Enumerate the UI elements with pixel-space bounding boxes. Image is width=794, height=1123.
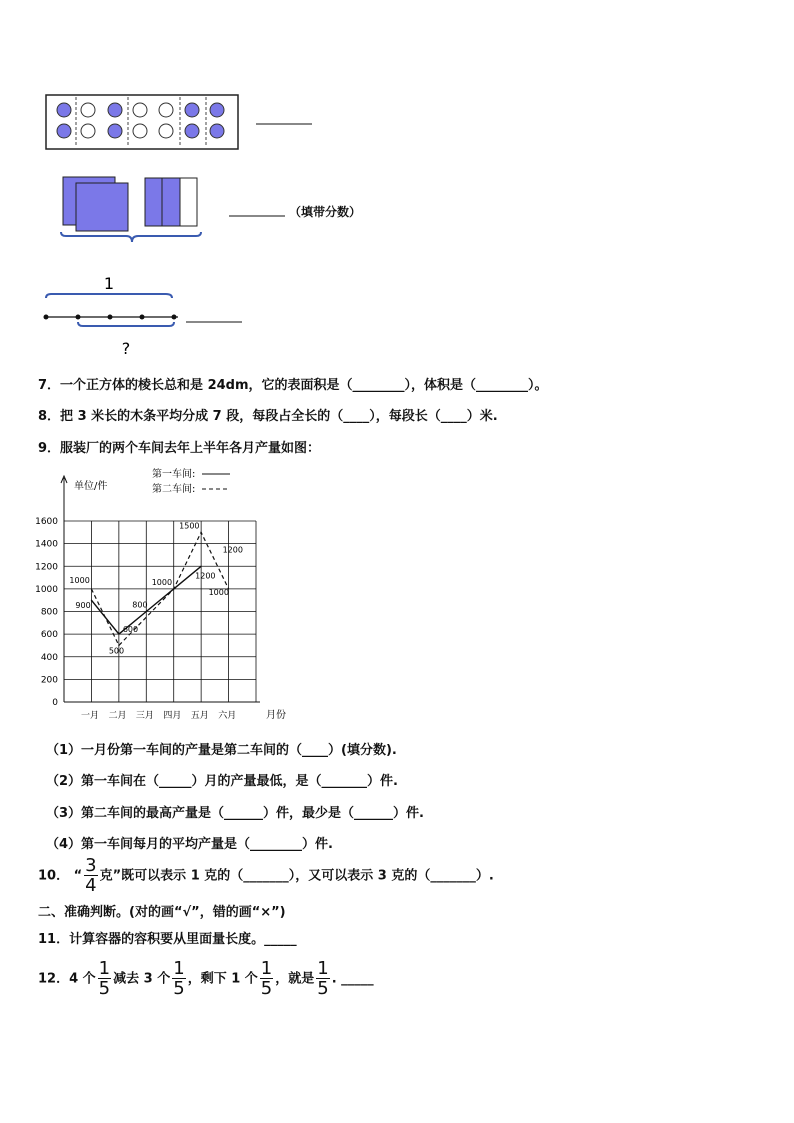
number-line-figure xyxy=(38,270,248,360)
bottom-brace xyxy=(78,322,174,326)
data-point xyxy=(91,588,92,589)
question-11: 11．计算容器的容积要从里面量长度。_____ xyxy=(38,932,297,947)
y-tick-label: 1200 xyxy=(35,562,58,573)
dot-empty xyxy=(159,124,173,138)
q8-blank-1[interactable]: ____ xyxy=(343,409,370,424)
dot-filled xyxy=(108,124,122,138)
question-9-2: （2）第一车间在（_____）月的产量最低，是（_______）件. xyxy=(46,774,398,789)
question-7: 7．一个正方体的棱长总和是 24dm，它的表面积是（________），体积是（________）。 xyxy=(38,378,548,393)
fraction-1-5: $\frac{1}{5}$ xyxy=(317,958,329,999)
y-axis-label: 单位/件 xyxy=(74,481,108,492)
y-tick-label: 200 xyxy=(40,675,58,686)
data-label: 1000 xyxy=(69,575,90,585)
x-tick-label: 四月 xyxy=(163,711,182,721)
data-label: 500 xyxy=(108,646,125,656)
chart-legend xyxy=(152,467,230,495)
y-tick-label: 0 xyxy=(52,698,58,708)
chart-y-ticks xyxy=(35,517,58,708)
legend-label-series1: 第一车间: xyxy=(152,469,196,480)
x-tick-label: 一月 xyxy=(81,711,100,721)
dot-empty xyxy=(133,103,147,117)
chart-data-labels xyxy=(69,521,243,655)
numberline-top-label: 1 xyxy=(103,274,115,293)
x-axis-label: 月份 xyxy=(266,710,286,721)
dot-filled xyxy=(185,103,199,117)
data-label: 600 xyxy=(122,625,139,635)
y-tick-label: 600 xyxy=(40,630,58,641)
y-tick-label: 800 xyxy=(40,607,58,618)
x-tick-label: 六月 xyxy=(218,711,237,721)
data-point xyxy=(118,634,119,635)
data-point xyxy=(201,566,202,567)
square-front xyxy=(76,183,128,231)
data-point xyxy=(91,600,92,601)
q7-blank-2[interactable]: ________ xyxy=(476,378,529,393)
question-8: 8．把 3 米长的木条平均分成 7 段，每段占全长的（____），每段长（____）米. xyxy=(38,409,498,424)
dot-empty xyxy=(81,103,95,117)
data-label: 1000 xyxy=(208,587,229,597)
chart-x-ticks xyxy=(81,710,236,721)
dot-filled xyxy=(210,124,224,138)
mixed-number-note: （填带分数） xyxy=(289,205,362,219)
question-9-3: （3）第二车间的最高产量是（______）件，最少是（______）件. xyxy=(46,806,424,821)
question-9: 9．服装厂的两个车间去年上半年各月产量如图： xyxy=(38,441,321,456)
y-tick-label: 1400 xyxy=(35,539,58,550)
dot-filled xyxy=(210,103,224,117)
dot-empty xyxy=(81,124,95,138)
data-label: 800 xyxy=(132,600,148,610)
section-2-heading: 二、准确判断。(对的画“√”，错的画“×”) xyxy=(38,905,286,920)
data-label: 1000 xyxy=(151,577,173,587)
fraction-1-5: $\frac{1}{5}$ xyxy=(173,958,185,999)
data-point xyxy=(173,588,174,589)
legend-label-series2: 第二车间: xyxy=(152,484,196,495)
production-line-chart xyxy=(30,462,290,727)
top-brace xyxy=(46,294,172,298)
x-tick-label: 二月 xyxy=(108,711,127,721)
fraction-3-4: $\frac{3}{4}$ xyxy=(85,855,97,896)
q7-blank-1[interactable]: ________ xyxy=(352,378,405,393)
fraction-1-5: $\frac{1}{5}$ xyxy=(260,958,273,999)
dot-empty xyxy=(159,103,173,117)
dot-filled xyxy=(57,124,71,138)
fraction-1-5: $\frac{1}{5}$ xyxy=(98,958,111,999)
dot-filled xyxy=(185,124,199,138)
question-10: 10． “ $\frac{3}{4}$ 克”既可以表示 1 克的（_______），又可以表示 3 克的（_______）. xyxy=(38,855,494,896)
data-label: 1200 xyxy=(195,571,216,581)
dot-empty xyxy=(133,124,147,138)
data-label: 1500 xyxy=(179,521,200,531)
question-12: 12．4 个 $\frac{1}{5}$ 减去 3 个 $\frac{1}{5}$ ，剩下 1 个 $\frac{1}{5}$ ，就是 $\frac{1}{5}$ . _____ xyxy=(38,958,374,999)
question-9-4: （4）第一车间每月的平均产量是（________）件. xyxy=(46,837,333,852)
data-point xyxy=(146,611,147,612)
question-9-1: （1）一月份第一车间的产量是第二车间的（____）(填分数). xyxy=(46,743,397,758)
y-tick-label: 400 xyxy=(40,652,58,663)
brace xyxy=(61,232,201,242)
data-label: 900 xyxy=(75,601,91,611)
numberline-bottom-label: ? xyxy=(121,339,131,358)
dot-grid-figure xyxy=(44,93,314,153)
data-point xyxy=(201,532,202,533)
data-label: 1200 xyxy=(222,545,243,555)
dot-filled xyxy=(57,103,71,117)
y-tick-label: 1000 xyxy=(35,584,58,595)
y-tick-label: 1600 xyxy=(35,517,58,527)
x-tick-label: 五月 xyxy=(190,711,209,721)
dot-filled xyxy=(108,103,122,117)
x-tick-label: 三月 xyxy=(135,711,154,721)
q8-blank-2[interactable]: ____ xyxy=(440,409,467,424)
